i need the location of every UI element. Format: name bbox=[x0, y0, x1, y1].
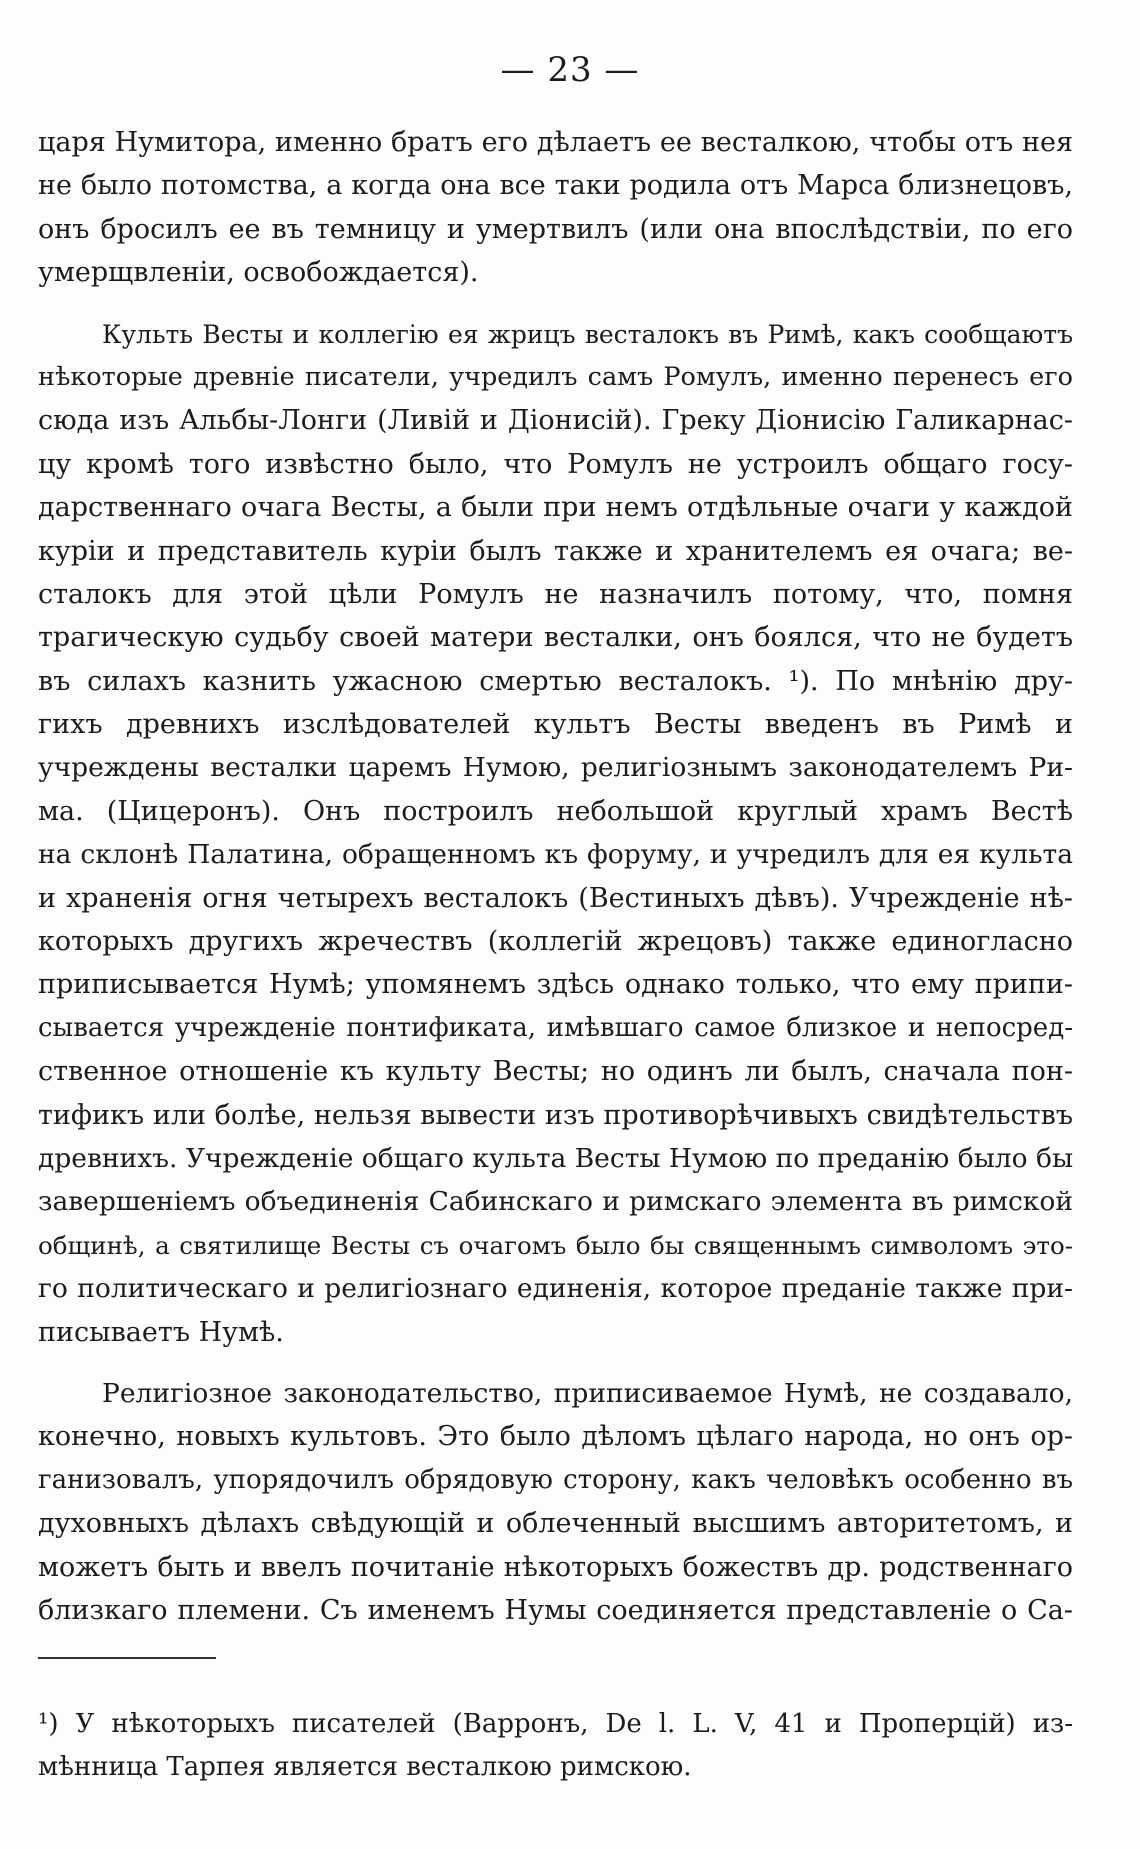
text-line: ганизовалъ, упорядочилъ обрядовую сторону, какъ человѣкъ особенно въ bbox=[38, 1464, 1073, 1495]
text-line: дарственнаго очага Весты, а были при немъ отдѣльные очаги у каждой bbox=[38, 492, 1073, 524]
text-line: куріи и представитель куріи былъ также и хранителемъ ея очага; ве- bbox=[38, 535, 1073, 567]
page-number: — 23 — bbox=[500, 50, 640, 90]
text-line: писываетъ Нумѣ. bbox=[38, 1316, 284, 1348]
text-line: духовныхъ дѣлахъ свѣдующій и облеченный высшимъ авторитетомъ, и bbox=[38, 1508, 1073, 1540]
text-line: завершеніемъ объединенія Сабинскаго и римскаго элемента въ римской bbox=[38, 1186, 1073, 1218]
text-line: сюда изъ Альбы-Лонги (Ливій и Діонисій). Греку Діонисію Галикарнас- bbox=[38, 405, 1073, 437]
text-line: можетъ быть и ввелъ почитаніе нѣкоторыхъ божествъ др. родственнаго bbox=[38, 1551, 1073, 1583]
text-line: на склонѣ Палатина, обращенномъ къ форуму, и учредилъ для ея культа bbox=[38, 839, 1073, 871]
text-line: трагическую судьбу своей матери весталки, онъ боялся, что не будетъ bbox=[38, 622, 1073, 654]
text-line: сывается учрежденіе понтификата, имѣвшаго самое близкое и непосред- bbox=[38, 1012, 1073, 1043]
body-text bbox=[38, 121, 1073, 1632]
text-line: Культь Весты и коллегію ея жрицъ весталокъ въ Римѣ, какъ сообщаютъ bbox=[102, 319, 1073, 349]
paragraph-2 bbox=[38, 313, 1073, 1354]
text-line: тификъ или болѣе, нельзя вывести изъ противорѣчивыхъ свидѣтельствъ bbox=[38, 1099, 1073, 1131]
text-line: нѣкоторые древніе писатели, учредилъ самъ Ромулъ, именно перенесъ его bbox=[38, 361, 1073, 392]
text-line: сталокъ для этой цѣли Ромулъ не назначилъ потому, что, помня bbox=[38, 578, 1073, 610]
text-line: учреждены весталки царемъ Нумою, религіознымъ законодателемъ Ри- bbox=[38, 752, 1073, 784]
footnote-line: ¹) У нѣкоторыхъ писателей (Варронъ, De l. L. V, 41 и Проперцій) из- bbox=[38, 1709, 1073, 1739]
footnote-line: мѣнница Тарпея является весталкою римскою. bbox=[38, 1752, 692, 1783]
text-line: онъ бросилъ ее въ темницу и умертвилъ (или она впослѣдствіи, по его bbox=[38, 213, 1073, 245]
text-line: и храненія огня четырехъ весталокъ (Вестиныхъ дѣвъ). Учрежденіе нѣ- bbox=[38, 882, 1073, 914]
text-line: умерщвленіи, освобождается). bbox=[38, 257, 479, 289]
text-line: которыхъ другихъ жречествъ (коллегій жрецовъ) также единогласно bbox=[38, 926, 1073, 958]
text-line: го политическаго и религіознаго единенія, которое преданіе также при- bbox=[38, 1273, 1073, 1305]
paragraph-3 bbox=[38, 1372, 1073, 1632]
footnote bbox=[38, 1702, 1073, 1789]
text-line: близкаго племени. Съ именемъ Нумы соединяется представленіе о Са- bbox=[38, 1594, 1073, 1626]
text-line: ма. (Цицеронъ). Онъ построилъ небольшой круглый храмъ Вестѣ bbox=[38, 795, 1073, 827]
text-line: въ силахъ казнить ужасною смертью весталокъ. ¹). По мнѣнію дру- bbox=[38, 665, 1073, 697]
text-line: цу кромѣ того извѣстно было, что Ромулъ не устроилъ общаго госу- bbox=[38, 448, 1073, 480]
text-line: конечно, новыхъ культовъ. Это было дѣломъ цѣлаго народа, но онъ ор- bbox=[38, 1421, 1073, 1453]
text-line: гихъ древнихъ изслѣдователей культъ Весты введенъ въ Римѣ и bbox=[38, 709, 1073, 741]
text-line: Религіозное законодательство, приписиваемое Нумѣ, не создавало, bbox=[102, 1377, 1073, 1409]
paragraph-gap bbox=[38, 295, 1073, 313]
text-line: царя Нумитора, именно братъ его дѣлаетъ ее весталкою, чтобы отъ нея bbox=[38, 127, 1073, 158]
paragraph-gap bbox=[38, 1354, 1073, 1372]
paragraph-1 bbox=[38, 121, 1073, 295]
text-line: общинѣ, а святилище Весты съ очагомъ было бы священнымъ символомъ это- bbox=[38, 1230, 1073, 1260]
text-line: приписывается Нумѣ; упомянемъ здѣсь однако только, что ему припи- bbox=[38, 969, 1073, 1001]
footnote-divider bbox=[38, 1657, 216, 1659]
text-line: ственное отношеніе къ культу Весты; но одинъ ли былъ, сначала пон- bbox=[38, 1056, 1073, 1088]
text-line: древнихъ. Учрежденіе общаго культа Весты Нумою по преданію было бы bbox=[38, 1142, 1074, 1174]
text-line: не было потомства, а когда она все таки родила отъ Марса близнецовъ, bbox=[38, 170, 1073, 202]
